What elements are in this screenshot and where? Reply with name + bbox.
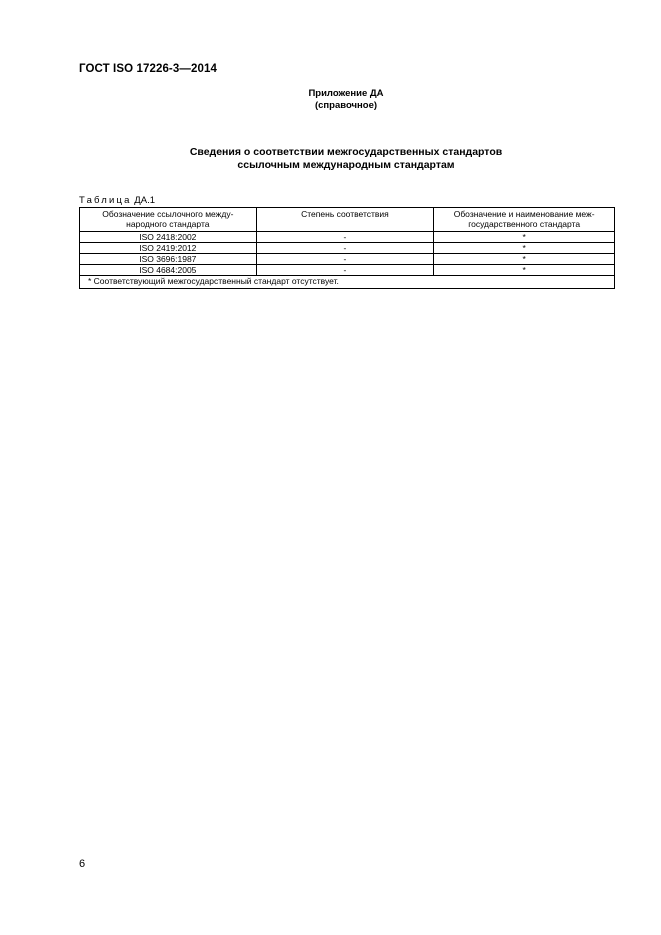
column-header-interstate-standard: Обозначение и наименование меж-государственного стандарта bbox=[434, 208, 615, 232]
section-title-line-2: ссылочным международным стандартам bbox=[237, 158, 455, 171]
appendix-title: Приложение ДА bbox=[308, 88, 384, 99]
correspondence-table bbox=[79, 207, 615, 289]
table-cell: * bbox=[434, 265, 615, 276]
table-cell: * bbox=[434, 254, 615, 265]
table-row bbox=[80, 243, 615, 254]
document-code: ГОСТ ISO 17226-3—2014 bbox=[79, 63, 217, 75]
table-caption bbox=[79, 195, 155, 206]
table-cell: - bbox=[256, 232, 434, 243]
table-cell: * bbox=[434, 243, 615, 254]
table-caption-number: ДА.1 bbox=[134, 195, 155, 206]
table-cell: * bbox=[434, 232, 615, 243]
table-footnote: * Соответствующий межгосударственный стандарт отсутствует. bbox=[80, 276, 615, 289]
table-cell: ISO 2419:2012 bbox=[80, 243, 257, 254]
table-footnote-row bbox=[80, 276, 615, 289]
table-row bbox=[80, 254, 615, 265]
table-caption-word: Таблица bbox=[79, 195, 132, 206]
table-cell: - bbox=[256, 243, 434, 254]
table-cell: - bbox=[256, 254, 434, 265]
column-header-correspondence-degree: Степень соответствия bbox=[256, 208, 434, 232]
table-cell: ISO 4684:2005 bbox=[80, 265, 257, 276]
section-title bbox=[0, 146, 661, 171]
table-cell: - bbox=[256, 265, 434, 276]
table-cell: ISO 3696:1987 bbox=[80, 254, 257, 265]
section-title-line-1: Сведения о соответствии межгосударственных стандартов bbox=[189, 146, 503, 158]
table-cell: ISO 2418:2002 bbox=[80, 232, 257, 243]
column-header-international-standard: Обозначение ссылочного между-народного стандарта bbox=[80, 208, 257, 232]
table-header-row bbox=[80, 208, 615, 232]
table-row bbox=[80, 265, 615, 276]
table-row bbox=[80, 232, 615, 243]
appendix-type: (справочное) bbox=[314, 100, 378, 111]
page-number: 6 bbox=[79, 858, 86, 870]
appendix-heading bbox=[0, 88, 661, 112]
